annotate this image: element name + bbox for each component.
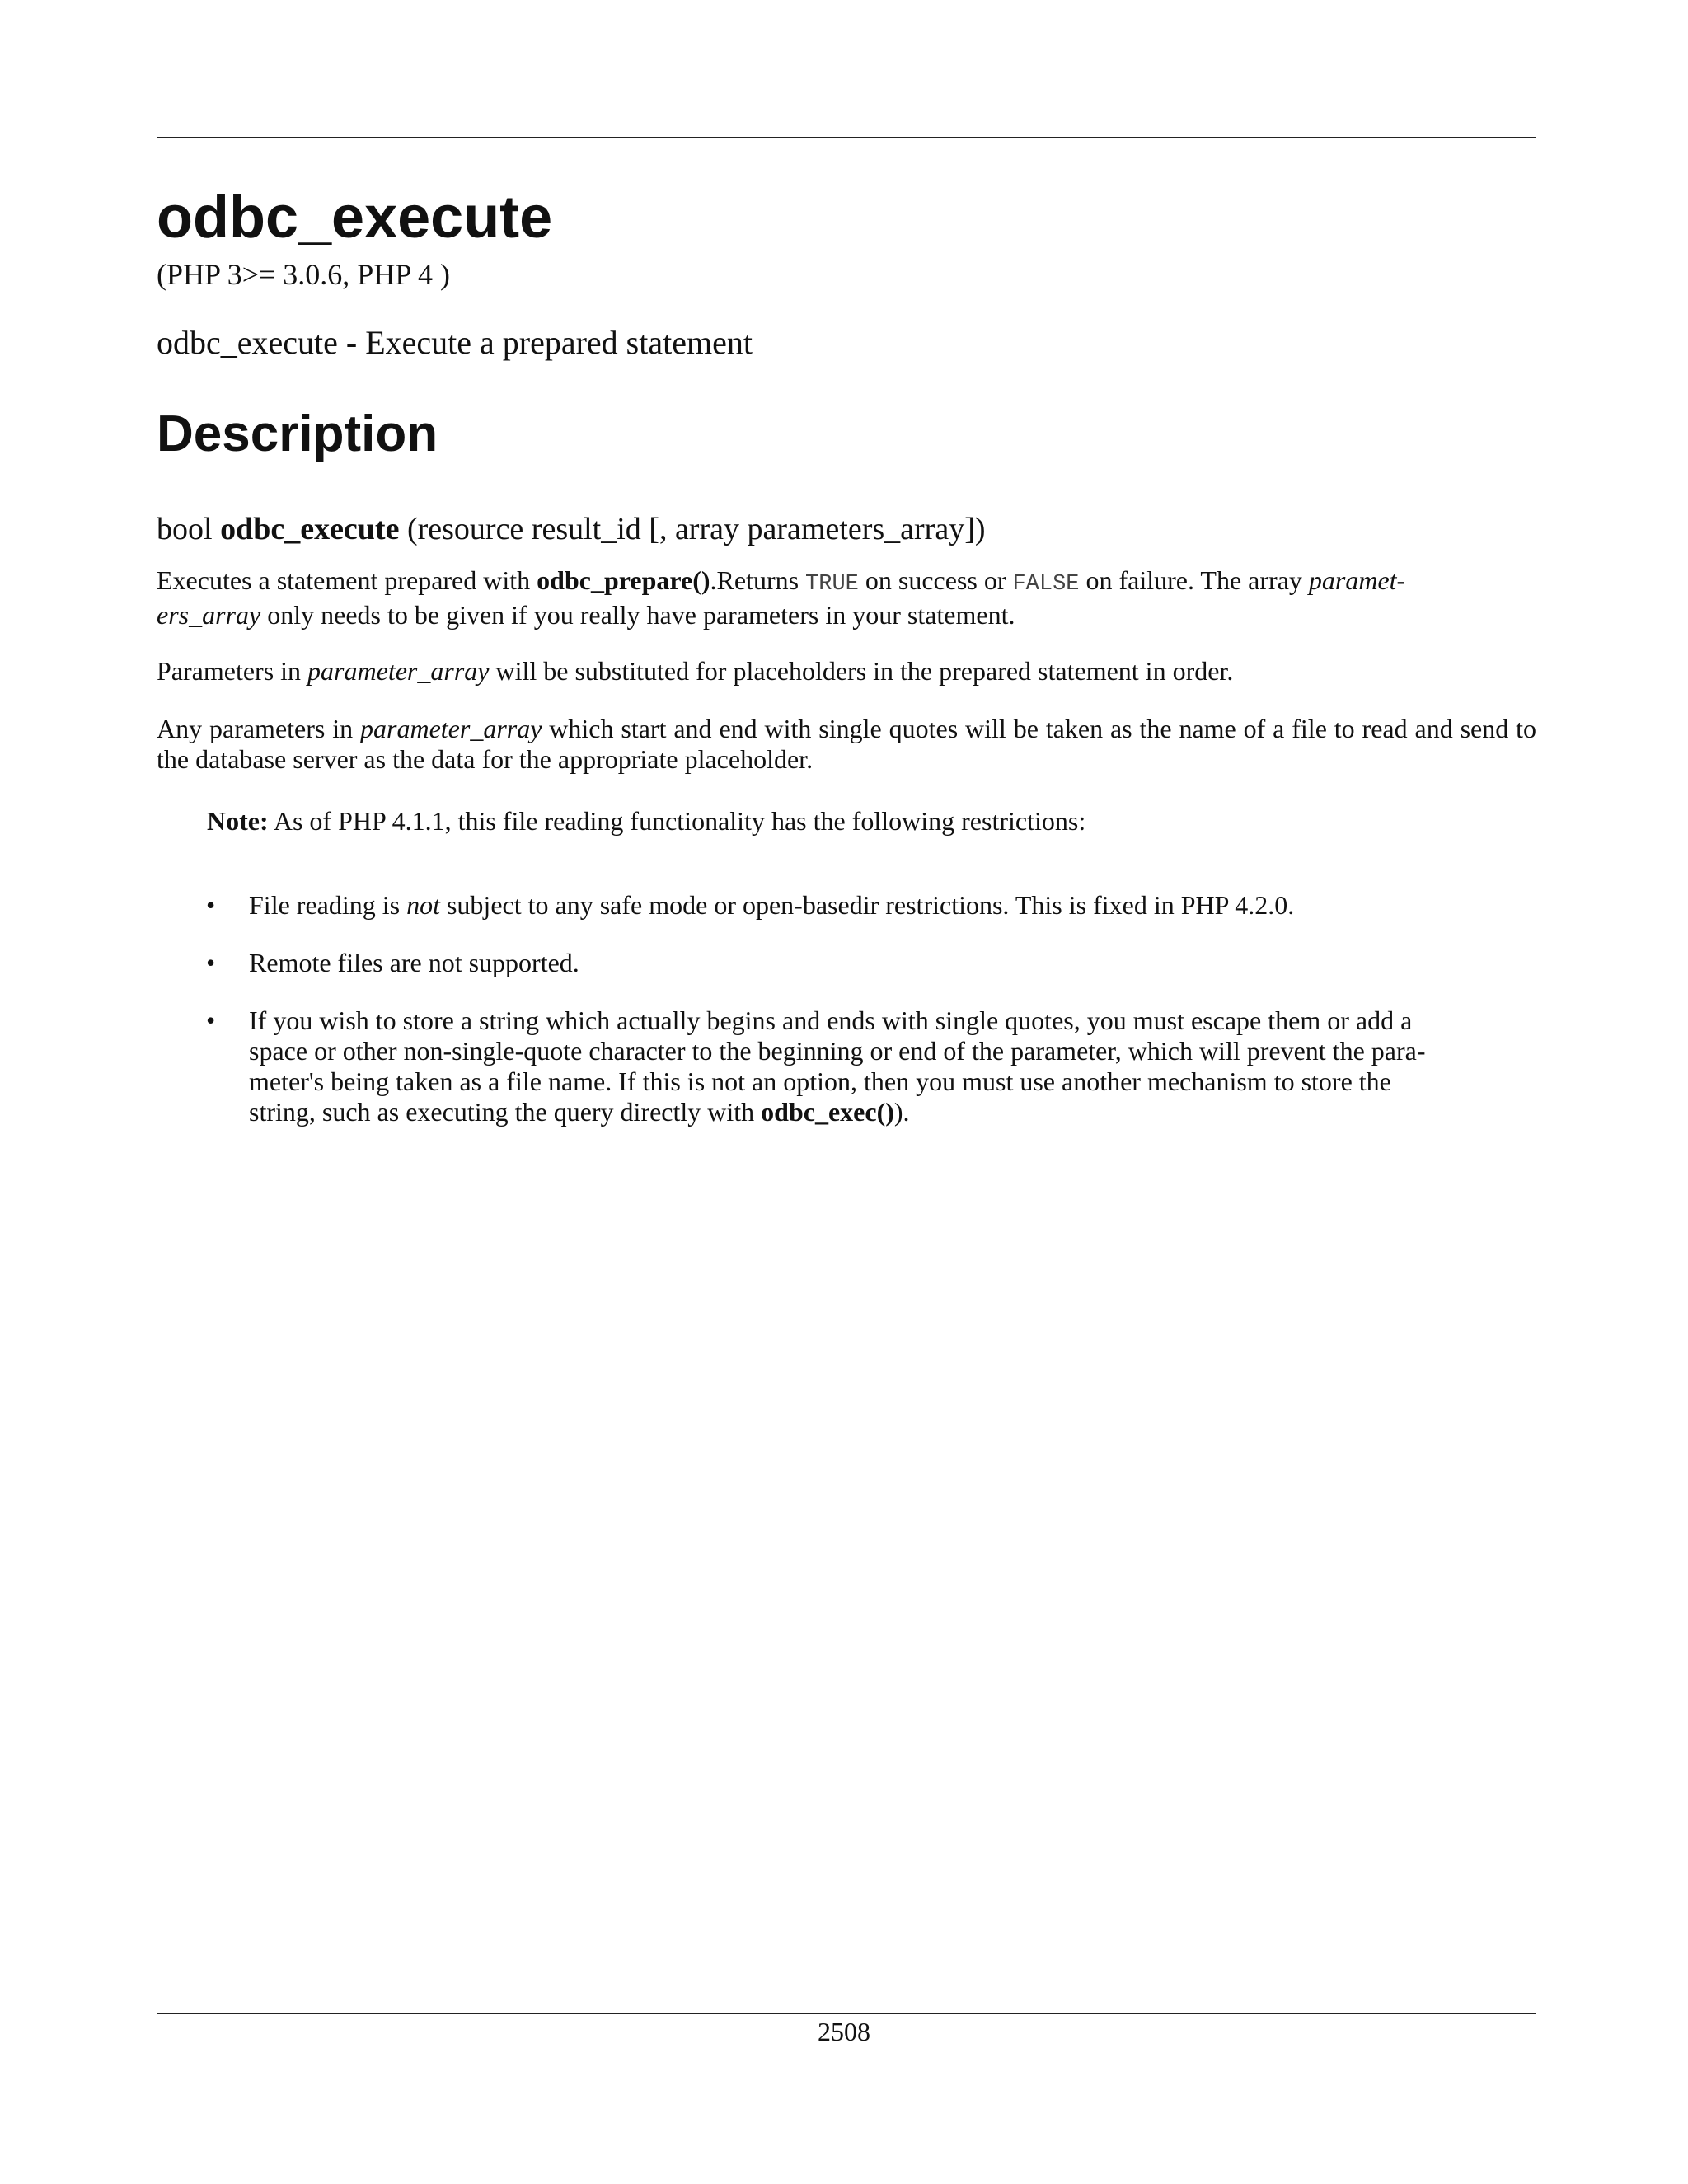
param-name-cont: ers_array — [157, 600, 261, 630]
constant-true: TRUE — [805, 572, 859, 597]
function-params: (resource result_id [, array parameters_array]) — [406, 512, 986, 546]
function-synopsis — [157, 511, 986, 549]
constant-false: FALSE — [1012, 572, 1080, 597]
page-title: odbc_execute — [157, 185, 553, 251]
description-paragraph: Executes a statement prepared with odbc_prepare().Returns TRUE on success or FALSE on failure. The array paramet- ers_array only needs to be given if you really have parameters in your statement. — [157, 565, 1406, 630]
list-item-text: File reading is not subject to any safe mode or open-basedir restrictions. This is fixed in PHP 4.2.0. — [249, 890, 1295, 920]
section-heading: Description — [157, 405, 438, 462]
function-link-odbc-exec: odbc_exec() — [761, 1097, 894, 1127]
param-name: parameter_array — [307, 656, 490, 686]
bullet: • — [206, 948, 216, 977]
emphasis: not — [406, 890, 440, 920]
return-type: bool — [157, 512, 213, 546]
list-item-text: If you wish to store a string which actually begins and ends with single quotes, you must escape them or add a space or other non-single-quote character to the beginning or end of the parameter, which will prevent the para- meter's being taken as a file name. If this is not an option, then you must use another mechanism to store the string, such as executing the query directly with odbc_exec()). — [249, 1005, 1426, 1127]
header-rule — [157, 137, 1536, 138]
param-name: paramet- — [1308, 565, 1406, 595]
note — [207, 806, 1085, 837]
param-name: parameter_array — [360, 714, 542, 743]
note-label: Note: — [207, 806, 269, 836]
function-name: odbc_execute — [220, 512, 400, 546]
note-text: As of PHP 4.1.1, this file reading functionality has the following restrictions: — [268, 806, 1086, 836]
function-link-odbc-prepare: odbc_prepare() — [537, 565, 710, 595]
file-parameters-paragraph: Any parameters in parameter_array which start and end with single quotes will be taken as the name of a file to read and send to the database server as the data for the appropriate placeholder. — [157, 714, 1537, 774]
bullet: • — [206, 890, 216, 920]
bullet: • — [206, 1005, 216, 1035]
version-info: (PHP 3>= 3.0.6, PHP 4 ) — [157, 258, 450, 291]
ref-purpose: odbc_execute - Execute a prepared statement — [157, 324, 753, 361]
page-number: 2508 — [818, 2017, 870, 2046]
parameters-paragraph: Parameters in parameter_array will be substituted for placeholders in the prepared statement in order. — [157, 656, 1234, 686]
list-item-text: Remote files are not supported. — [249, 948, 579, 977]
